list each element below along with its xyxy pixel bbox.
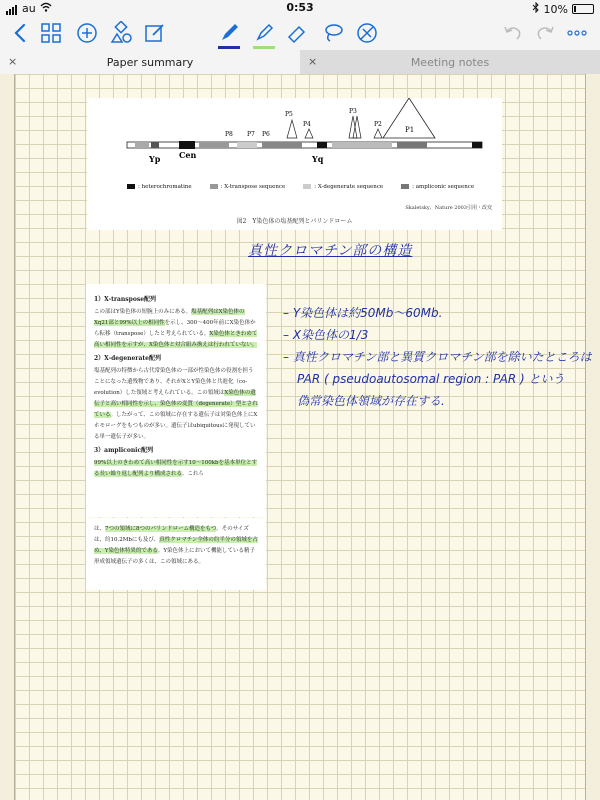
redo-icon[interactable] xyxy=(532,20,558,46)
section-heading: 3）ampliconic配列 xyxy=(94,447,154,454)
legend-item: : ampliconic sequence xyxy=(401,184,474,190)
eraser-icon[interactable] xyxy=(284,20,310,46)
handwritten-title[interactable]: 真性クロマチン部の構造 xyxy=(248,243,413,259)
figure-source: Skaletsky、Nature 2003引用・改変 xyxy=(405,205,492,211)
paragraph: この部はY染色体の短腕上のみにある。塩基配列はX染色体のXq21部と99%以上の相同性を示し、300～400年前にX染色体から転移（transpose）したと考えられている。X染色体ときわめて高い相同性を示すが、X染色体と対合組み換えは行われていない。 xyxy=(94,309,258,348)
notebook-page[interactable] xyxy=(0,74,600,800)
label-p1: P1 xyxy=(405,126,415,134)
no-draw-icon[interactable] xyxy=(354,20,380,46)
section-heading: 2）X-degenerate配列 xyxy=(94,355,161,362)
battery-icon xyxy=(572,4,594,14)
battery-percent: 10% xyxy=(543,2,568,16)
figure-caption: 図2 Y染色体の塩基配列とパリンドローム xyxy=(236,218,353,225)
label-p2: P2 xyxy=(374,121,382,128)
paragraph: は、7つの領域に8つのパリンドローム構造をもつ。そのサイズは、約10.2Mbにも及び、真性クロマチン全体の約半分の領域を占め、Y染色体特異的である。Y染色体上において機能している精子形成領域遺伝子の多くは、この領域にある。 xyxy=(94,526,258,565)
carrier-label: au xyxy=(22,2,36,15)
note-line: 偽常染色体領域が存在する. xyxy=(297,394,445,408)
close-tab-icon[interactable]: × xyxy=(308,55,318,68)
tab-meeting-notes[interactable] xyxy=(300,50,600,74)
undo-icon[interactable] xyxy=(500,20,526,46)
shapes-icon[interactable] xyxy=(108,20,134,46)
document-clipping xyxy=(86,284,266,517)
highlight: 真性クロマチン全体の約半分の領域を占め、Y染色体特異的である xyxy=(94,537,258,554)
highlight: 99%以上のきわめて高い相同性を示す10～100kbを基本単位とする長い繰り返し配列より構成される xyxy=(94,460,258,477)
tab-label: Paper summary xyxy=(106,55,194,69)
pen-tool-icon[interactable] xyxy=(216,20,242,46)
note-line: – 真性クロマチン部と異質クロマチン部を除いたところは xyxy=(283,350,592,364)
paragraph: 塩基配列の特徴から古代常染色体の一部が性染色体の役割を担うことになった遺残物であり、それがXとY染色体と共進化（co-evolution）した領域と考えられている。この領域はX染色体の遺伝子と高い相同性を示し、染色体の変質（degenerate）型とされている。したがって、この領域に存在する遺伝子は対染色体上にXホモローグをもつものが多い。遺伝子はubiquitousに発現している単一遺伝子が多い。 xyxy=(94,368,258,440)
toolbar xyxy=(0,16,600,50)
label-p8: P8 xyxy=(225,131,233,138)
highlight: 7つの領域に8つのパリンドローム構造をもつ xyxy=(105,526,217,532)
bluetooth-icon xyxy=(532,2,540,16)
note-line: – Y染色体は約50Mb～60Mb. xyxy=(283,306,443,320)
document-clipping-continued xyxy=(86,518,266,590)
status-bar xyxy=(0,0,600,16)
note-line: PAR ( pseudoautosomal region : PAR ) という xyxy=(297,372,565,386)
label-cen: Cen xyxy=(179,150,197,160)
figure-legend xyxy=(127,184,474,190)
highlight: X染色体ときわめて高い相同性を示すが、X染色体と対合組み換えは行われていない。 xyxy=(94,331,258,348)
handwritten-notes[interactable] xyxy=(283,302,592,412)
legend-item: : X-transpose sequence xyxy=(210,184,286,190)
legend-item: : heterochromatine xyxy=(127,184,192,190)
clock: 0:53 xyxy=(286,1,314,14)
label-p3: P3 xyxy=(349,108,357,115)
add-icon[interactable] xyxy=(74,20,100,46)
label-p7: P7 xyxy=(247,131,255,138)
highlighter-icon[interactable] xyxy=(251,20,277,46)
label-p5: P5 xyxy=(285,111,293,118)
more-icon[interactable] xyxy=(564,20,590,46)
legend-item: : X-degenerate sequence xyxy=(303,184,383,190)
chromosome-figure xyxy=(87,98,502,230)
grid-view-icon[interactable] xyxy=(38,20,64,46)
highlight: 塩基配列はX染色体のXq21部と99%以上の相同性 xyxy=(94,309,245,326)
highlight: X染色体の遺伝子と高い相同性を示し、染色体の変質（degenerate）型とされている xyxy=(94,390,258,418)
label-p4: P4 xyxy=(303,121,311,128)
chromosome-diagram xyxy=(87,98,502,208)
label-yp: Yp xyxy=(149,154,161,164)
close-tab-icon[interactable]: × xyxy=(8,55,18,68)
tab-label: Meeting notes xyxy=(410,55,490,69)
label-yq: Yq xyxy=(312,154,324,164)
edit-icon[interactable] xyxy=(142,20,168,46)
paragraph: 99%以上のきわめて高い相同性を示す10～100kbを基本単位とする長い繰り返し配列より構成される。これら xyxy=(94,460,258,477)
note-line: – X染色体の1/3 xyxy=(283,328,369,342)
tab-paper-summary[interactable] xyxy=(0,50,300,74)
lasso-icon[interactable] xyxy=(320,20,346,46)
label-p6: P6 xyxy=(262,131,270,138)
tab-bar xyxy=(0,50,600,74)
back-icon[interactable] xyxy=(8,20,34,46)
section-heading: 1）X-transpose配列 xyxy=(94,296,157,303)
